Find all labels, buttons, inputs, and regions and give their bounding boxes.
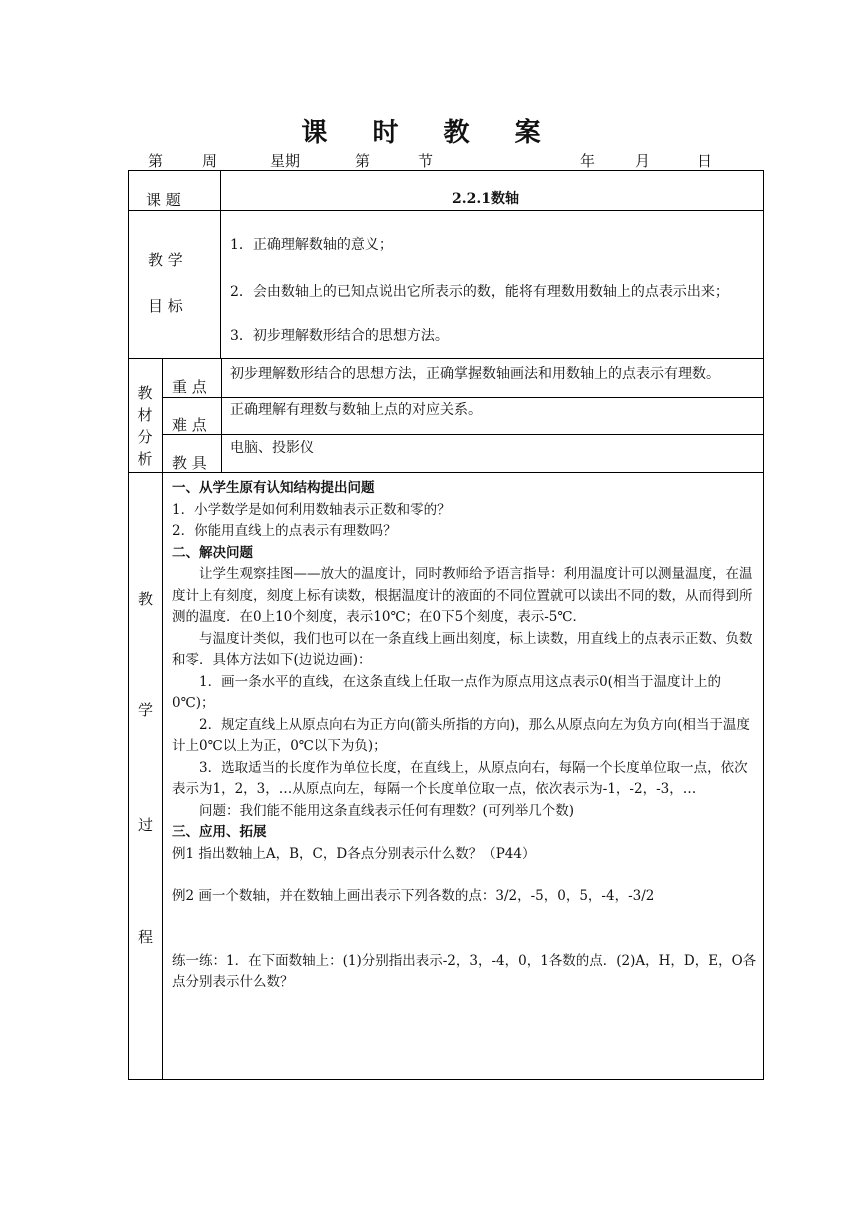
paragraph: 与温度计类似，我们也可以在一条直线上画出刻度，标上读数，用直线上的点表示正数、负数和零．具体方法如下(边说边画)： (172, 630, 753, 668)
page-title: 课 时 教 案 (301, 118, 559, 148)
day-label: 日 (697, 152, 713, 170)
teaching-tools-label: 教 具 (172, 454, 207, 472)
teaching-process-content (172, 478, 760, 994)
row-divider (162, 397, 764, 398)
question-item: 2．你能用直线上的点表示有理数吗？ (172, 523, 397, 539)
column-divider (162, 358, 163, 1080)
goals-label-line1: 教 学 (148, 251, 183, 269)
question-prompt: 问题：我们能不能用这条直线表示任何有理数？(可列举几个数) (199, 802, 575, 819)
process-label-char: 教 (138, 590, 154, 608)
goal-item: 3．初步理解数形结合的思想方法。 (230, 328, 449, 344)
process-label-char: 过 (138, 816, 154, 834)
column-divider (220, 170, 221, 358)
topic-value: 2.2.1数轴 (452, 191, 519, 207)
process-label-char: 学 (138, 701, 154, 719)
goals-label-line2: 目 标 (148, 297, 183, 315)
column-divider (221, 358, 222, 472)
topic-label: 课 题 (146, 191, 181, 209)
process-label-char: 程 (138, 928, 154, 946)
difficult-point-value: 正确理解有理数与数轴上点的对应关系。 (230, 402, 482, 418)
row-divider (128, 210, 764, 211)
row-divider (128, 358, 764, 359)
weekday-label: 星期 (270, 152, 301, 170)
difficult-point-label: 难 点 (172, 416, 207, 434)
week-suffix: 周 (202, 152, 218, 170)
week-prefix: 第 (148, 152, 164, 170)
teaching-tools-value: 电脑、投影仪 (230, 440, 314, 456)
row-divider (162, 434, 764, 435)
method-step: 3．选取适当的长度作为单位长度，在直线上，从原点向右，每隔一个长度单位取一点，依次表示为1，2，3，…从原点向左，每隔一个长度单位取一点，依次表示为-1，-2，-3，… (172, 759, 748, 797)
paragraph: 让学生观察挂图——放大的温度计，同时教师给予语言指导：利用温度计可以测量温度，在温度计上有刻度，刻度上标有读数，根据温度计的液面的不同位置就可以读出不同的数，从而得到所测的温度．在0上10个刻度，表示10℃；在0下5个刻度，表示-5℃． (172, 566, 753, 625)
practice: 练一练：1．在下面数轴上：(1)分别指出表示-2，3，-4，0，1各数的点．(2)A，H，D，E，O各点分别表示什么数？ (172, 952, 757, 990)
row-divider (128, 472, 764, 473)
section-suffix: 节 (418, 152, 434, 170)
goal-item: 1．正确理解数轴的意义； (230, 237, 393, 253)
key-point-value: 初步理解数形结合的思想方法，正确掌握数轴画法和用数轴上的点表示有理数。 (230, 366, 720, 382)
method-step: 2．规定直线上从原点向右为正方向(箭头所指的方向)，那么从原点向左为负方向(相当于温度计上0℃以上为正，0℃以下为负)； (172, 716, 750, 754)
year-label: 年 (580, 152, 596, 170)
date-line (0, 150, 860, 170)
section-heading: 三、应用、拓展 (172, 824, 267, 840)
analysis-label: 教 材 分 析 (137, 384, 153, 468)
goal-item: 2．会由数轴上的已知点说出它所表示的数，能将有理数用数轴上的点表示出来； (230, 284, 729, 300)
method-step: 1．画一条水平的直线，在这条直线上任取一点作为原点用这点表示0(相当于温度计上的0℃)； (172, 673, 721, 711)
example-1: 例1 指出数轴上A，B，C，D各点分别表示什么数？（P44） (172, 845, 536, 862)
question-item: 1．小学数学是如何利用数轴表示正数和零的？ (172, 501, 451, 518)
section-prefix: 第 (355, 152, 371, 170)
key-point-label: 重 点 (172, 378, 207, 396)
section-heading: 二、解决问题 (172, 544, 253, 561)
month-label: 月 (635, 152, 651, 170)
section-heading: 一、从学生原有认知结构提出问题 (172, 480, 375, 496)
example-2: 例2 画一个数轴，并在数轴上画出表示下列各数的点：3/2，-5，0，5，-4，-3/2 (172, 888, 655, 904)
